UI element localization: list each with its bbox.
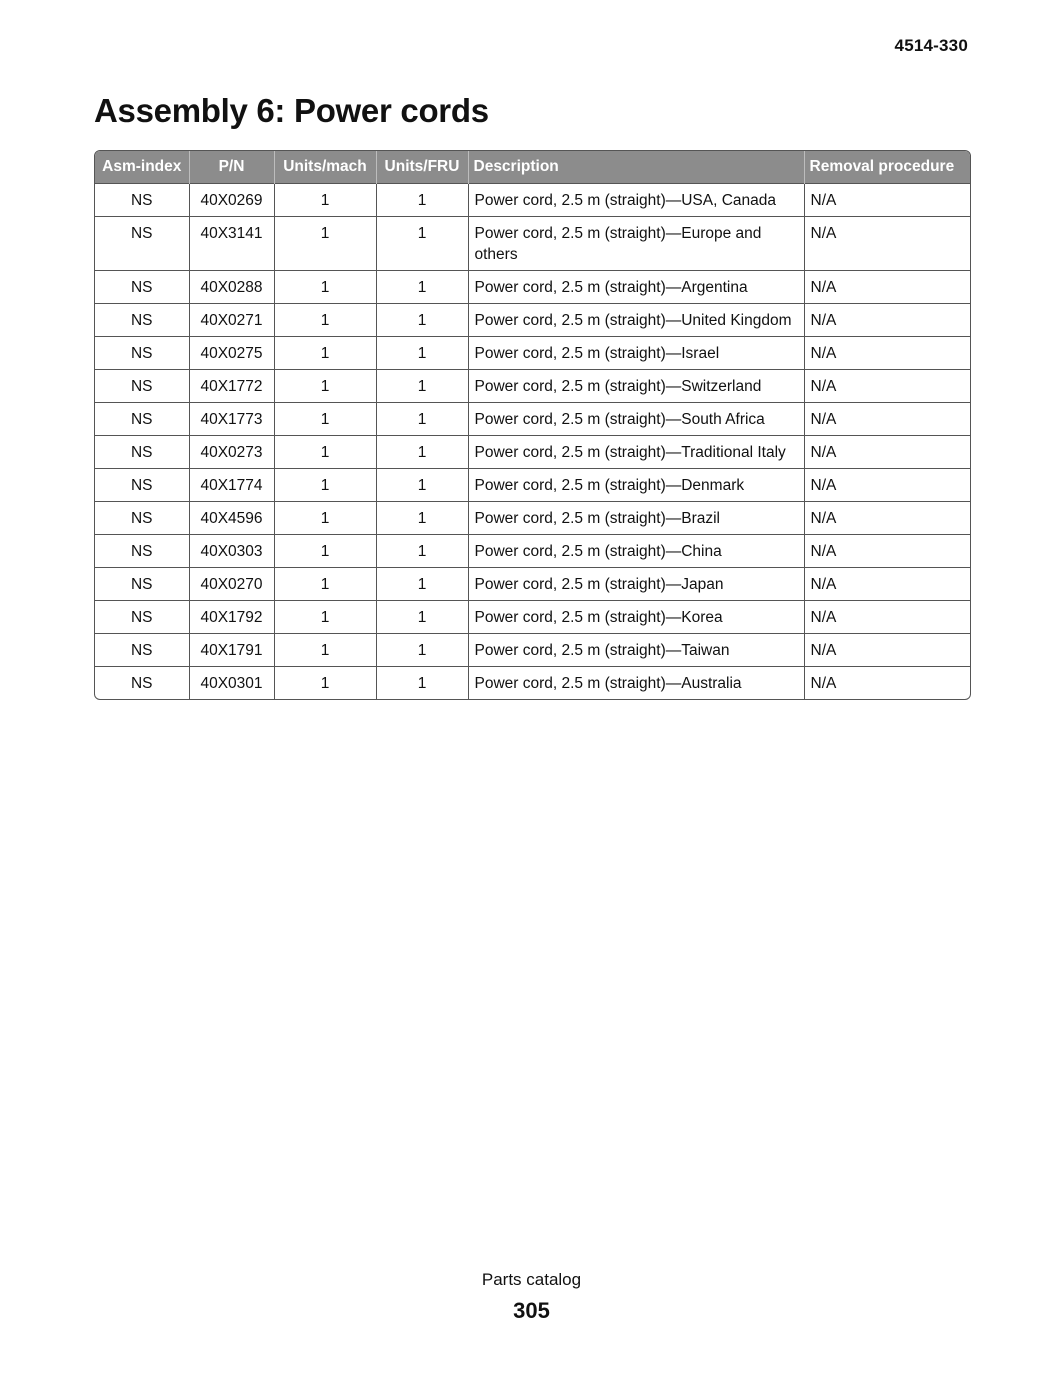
table-header — [95, 151, 970, 184]
page-title: Assembly 6: Power cords — [94, 92, 489, 129]
column-header-description: Description — [468, 151, 804, 184]
cell-units-fru: 1 — [376, 403, 468, 436]
cell-units-mach: 1 — [274, 634, 376, 667]
column-header-units-mach: Units/mach — [274, 151, 376, 184]
cell-units-fru: 1 — [376, 184, 468, 217]
cell-units-mach: 1 — [274, 217, 376, 271]
cell-asm-index: NS — [95, 502, 189, 535]
cell-units-mach: 1 — [274, 370, 376, 403]
cell-asm-index: NS — [95, 271, 189, 304]
cell-units-fru: 1 — [376, 502, 468, 535]
cell-units-fru: 1 — [376, 271, 468, 304]
column-header-asm-index: Asm-index — [95, 151, 189, 184]
cell-part-number: 40X1792 — [189, 601, 274, 634]
column-header-removal-procedure: Removal procedure — [804, 151, 970, 184]
cell-removal-procedure: N/A — [804, 337, 970, 370]
cell-description: Power cord, 2.5 m (straight)—Brazil — [468, 502, 804, 535]
footer-label: Parts catalog — [481, 1270, 582, 1289]
cell-removal-procedure: N/A — [804, 271, 970, 304]
cell-units-fru: 1 — [376, 304, 468, 337]
cell-asm-index: NS — [95, 568, 189, 601]
cell-units-fru: 1 — [376, 370, 468, 403]
table-row — [95, 634, 970, 667]
cell-units-mach: 1 — [274, 304, 376, 337]
cell-part-number: 40X0271 — [189, 304, 274, 337]
page-number: 305 — [513, 1298, 550, 1323]
cell-description: Power cord, 2.5 m (straight)—USA, Canada — [468, 184, 804, 217]
cell-removal-procedure: N/A — [804, 304, 970, 337]
cell-description: Power cord, 2.5 m (straight)—Traditional Italy — [468, 436, 804, 469]
cell-removal-procedure: N/A — [804, 184, 970, 217]
cell-units-fru: 1 — [376, 469, 468, 502]
cell-units-fru: 1 — [376, 337, 468, 370]
cell-removal-procedure: N/A — [804, 667, 970, 700]
table-row — [95, 469, 970, 502]
table-row — [95, 337, 970, 370]
cell-part-number: 40X1774 — [189, 469, 274, 502]
cell-units-mach: 1 — [274, 601, 376, 634]
cell-asm-index: NS — [95, 403, 189, 436]
table-row — [95, 304, 970, 337]
cell-asm-index: NS — [95, 337, 189, 370]
cell-description: Power cord, 2.5 m (straight)—Korea — [468, 601, 804, 634]
cell-asm-index: NS — [95, 667, 189, 700]
cell-units-mach: 1 — [274, 469, 376, 502]
cell-units-fru: 1 — [376, 535, 468, 568]
cell-units-fru: 1 — [376, 217, 468, 271]
table-row — [95, 502, 970, 535]
cell-part-number: 40X0303 — [189, 535, 274, 568]
cell-removal-procedure: N/A — [804, 469, 970, 502]
column-header-pn: P/N — [189, 151, 274, 184]
cell-description: Power cord, 2.5 m (straight)—Switzerland — [468, 370, 804, 403]
document-id: 4514-330 — [894, 36, 968, 55]
cell-description: Power cord, 2.5 m (straight)—China — [468, 535, 804, 568]
table-row — [95, 403, 970, 436]
cell-asm-index: NS — [95, 370, 189, 403]
cell-removal-procedure: N/A — [804, 502, 970, 535]
cell-units-mach: 1 — [274, 184, 376, 217]
cell-units-mach: 1 — [274, 436, 376, 469]
cell-part-number: 40X3141 — [189, 217, 274, 271]
cell-asm-index: NS — [95, 184, 189, 217]
cell-description: Power cord, 2.5 m (straight)—Argentina — [468, 271, 804, 304]
cell-units-mach: 1 — [274, 667, 376, 700]
cell-part-number: 40X1773 — [189, 403, 274, 436]
cell-part-number: 40X0275 — [189, 337, 274, 370]
cell-part-number: 40X1791 — [189, 634, 274, 667]
cell-units-mach: 1 — [274, 337, 376, 370]
cell-part-number: 40X0288 — [189, 271, 274, 304]
cell-units-fru: 1 — [376, 634, 468, 667]
cell-description: Power cord, 2.5 m (straight)—Taiwan — [468, 634, 804, 667]
table-row — [95, 184, 970, 217]
cell-units-fru: 1 — [376, 601, 468, 634]
cell-part-number: 40X4596 — [189, 502, 274, 535]
column-header-units-fru: Units/FRU — [376, 151, 468, 184]
cell-description: Power cord, 2.5 m (straight)—Europe and others — [468, 217, 804, 271]
cell-removal-procedure: N/A — [804, 436, 970, 469]
cell-removal-procedure: N/A — [804, 535, 970, 568]
cell-asm-index: NS — [95, 535, 189, 568]
cell-units-fru: 1 — [376, 436, 468, 469]
cell-removal-procedure: N/A — [804, 601, 970, 634]
cell-asm-index: NS — [95, 469, 189, 502]
parts-table-container — [94, 150, 971, 700]
cell-units-mach: 1 — [274, 403, 376, 436]
table-row — [95, 667, 970, 700]
cell-units-mach: 1 — [274, 271, 376, 304]
parts-table — [95, 151, 970, 699]
cell-asm-index: NS — [95, 304, 189, 337]
cell-part-number: 40X0269 — [189, 184, 274, 217]
cell-description: Power cord, 2.5 m (straight)—Japan — [468, 568, 804, 601]
cell-asm-index: NS — [95, 436, 189, 469]
cell-units-mach: 1 — [274, 568, 376, 601]
cell-part-number: 40X0301 — [189, 667, 274, 700]
cell-asm-index: NS — [95, 634, 189, 667]
table-row — [95, 601, 970, 634]
cell-units-fru: 1 — [376, 667, 468, 700]
table-row — [95, 370, 970, 403]
cell-removal-procedure: N/A — [804, 370, 970, 403]
cell-description: Power cord, 2.5 m (straight)—Denmark — [468, 469, 804, 502]
cell-units-mach: 1 — [274, 502, 376, 535]
cell-description: Power cord, 2.5 m (straight)—Israel — [468, 337, 804, 370]
cell-asm-index: NS — [95, 601, 189, 634]
table-row — [95, 568, 970, 601]
cell-removal-procedure: N/A — [804, 403, 970, 436]
cell-part-number: 40X0270 — [189, 568, 274, 601]
cell-units-mach: 1 — [274, 535, 376, 568]
cell-units-fru: 1 — [376, 568, 468, 601]
header-row — [95, 151, 970, 184]
table-row — [95, 535, 970, 568]
cell-removal-procedure: N/A — [804, 634, 970, 667]
cell-description: Power cord, 2.5 m (straight)—Australia — [468, 667, 804, 700]
cell-asm-index: NS — [95, 217, 189, 271]
cell-description: Power cord, 2.5 m (straight)—United Kingdom — [468, 304, 804, 337]
table-row — [95, 436, 970, 469]
table-body — [95, 184, 970, 700]
cell-removal-procedure: N/A — [804, 568, 970, 601]
cell-part-number: 40X1772 — [189, 370, 274, 403]
cell-description: Power cord, 2.5 m (straight)—South Africa — [468, 403, 804, 436]
table-row — [95, 217, 970, 271]
table-row — [95, 271, 970, 304]
cell-removal-procedure: N/A — [804, 217, 970, 271]
cell-part-number: 40X0273 — [189, 436, 274, 469]
